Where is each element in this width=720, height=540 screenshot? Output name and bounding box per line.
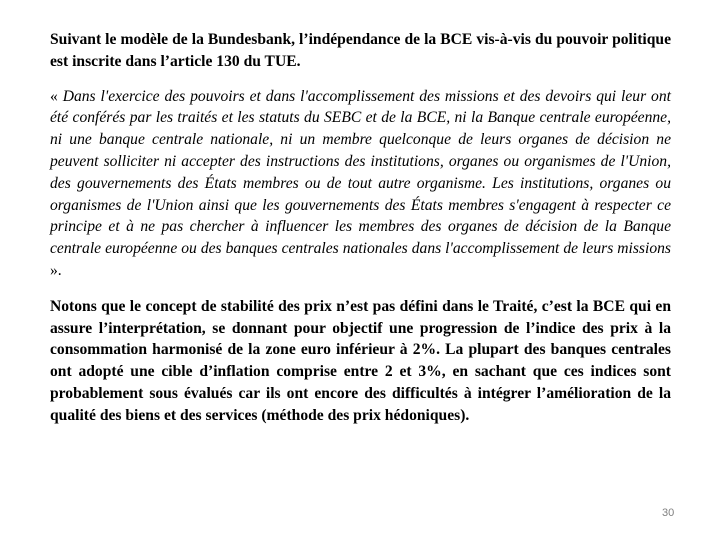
- opening-quote-mark: «: [50, 87, 63, 105]
- price-stability-paragraph: Notons que le concept de stabilité des prix n’est pas défini dans le Traité, c’est la BCE qui en assure l’interprétation, se donnant pour objectif une progression de l’indice des prix à la consommation harmonisé de la zone euro inférieur à 2%. La plupart des banques centrales ont adopté une cible d’inflation comprise entre 2 et 3%, en sachant que ces indices sont probablement sous évalués car ils ont encore des difficultés à intégrer l’amélioration de la qualité des biens et des services (méthode des prix hédoniques).: [50, 297, 671, 424]
- quoted-article-text: Dans l'exercice des pouvoirs et dans l'accomplissement des missions et des devoirs qui leur ont été conférés par les traités et les statuts du SEBC et de la BCE, ni la Banque centrale européenne, ni une banque centrale nationale, ni un membre quelconque de leurs organes de décision ne peuvent solliciter ni accepter des instructions des institutions, organes ou organismes de l'Union, des gouvernements des États membres ou de tout autre organisme. Les institutions, organes ou organismes de l'Union ainsi que les gouvernements des États membres s'engagent à respecter ce principe et à ne pas chercher à influencer les membres des organes de décision de la Banque centrale européenne ou des banques centrales nationales dans l'accomplissement de leurs missions: [50, 87, 671, 258]
- quoted-article-paragraph: [50, 86, 671, 282]
- page-number: 30: [662, 507, 675, 519]
- closing-quote-mark: ».: [50, 261, 62, 279]
- intro-paragraph: Suivant le modèle de la Bundesbank, l’indépendance de la BCE vis-à-vis du pouvoir politique est inscrite dans l’article 130 du TUE.: [50, 31, 671, 70]
- document-body: [50, 29, 671, 427]
